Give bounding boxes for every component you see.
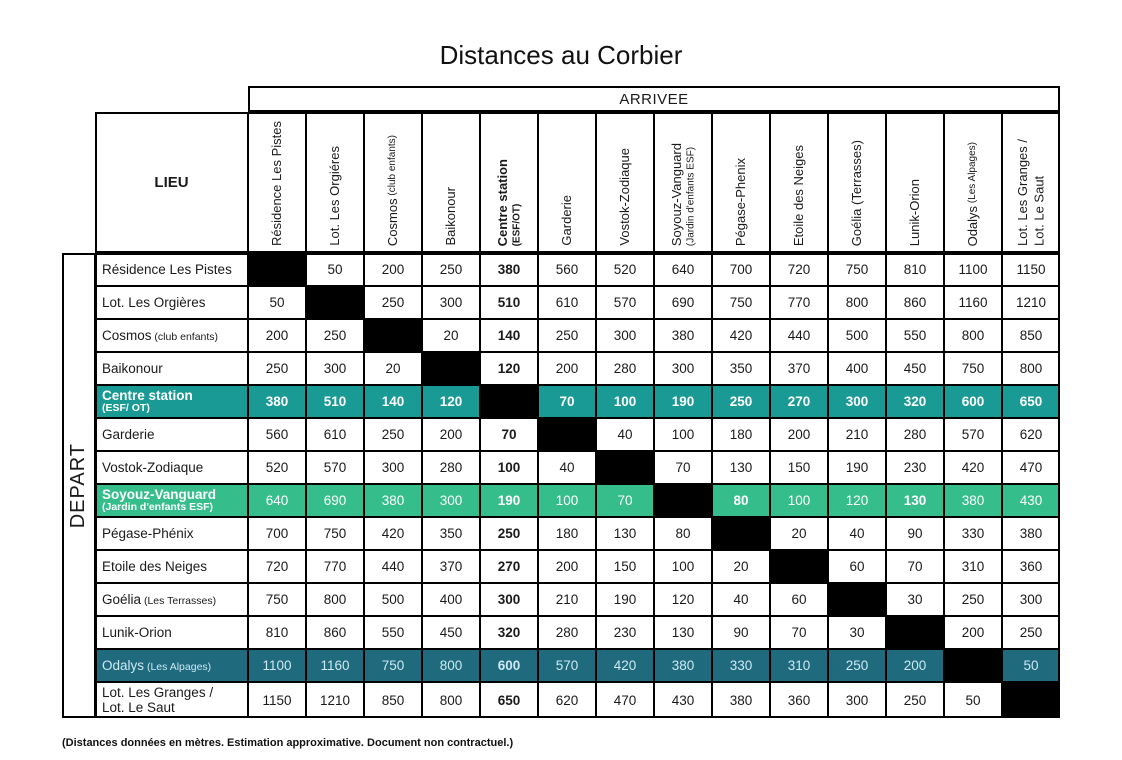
distance-cell: 560 xyxy=(538,253,596,286)
arrivee-header: ARRIVEE xyxy=(248,86,1060,112)
col-header-12: Lunik-Orion xyxy=(886,112,944,253)
distance-cell: 150 xyxy=(770,451,828,484)
distance-cell: 100 xyxy=(596,385,654,418)
distance-cell: 570 xyxy=(538,649,596,682)
distance-cell: 750 xyxy=(944,352,1002,385)
distance-cell: 300 xyxy=(654,352,712,385)
distance-cell: 1210 xyxy=(306,682,364,718)
col-header-10: Etoile des Neiges xyxy=(770,112,828,253)
distance-cell: 120 xyxy=(422,385,480,418)
distance-cell: 380 xyxy=(944,484,1002,517)
distance-cell: 450 xyxy=(886,352,944,385)
distance-cell: 90 xyxy=(886,517,944,550)
distance-cell: 310 xyxy=(770,649,828,682)
distance-cell: 330 xyxy=(712,649,770,682)
row-label-13: Odalys (Les Alpages) xyxy=(95,649,248,682)
distance-cell: 800 xyxy=(422,649,480,682)
distance-cell: 20 xyxy=(712,550,770,583)
distance-cell: 860 xyxy=(886,286,944,319)
distance-cell: 40 xyxy=(596,418,654,451)
distance-cell: 550 xyxy=(364,616,422,649)
distance-cell: 50 xyxy=(306,253,364,286)
diagonal-cell xyxy=(422,352,480,385)
distance-cell: 300 xyxy=(1002,583,1060,616)
distance-cell: 570 xyxy=(596,286,654,319)
distance-cell: 70 xyxy=(596,484,654,517)
distance-cell: 850 xyxy=(1002,319,1060,352)
col-header-14: Lot. Les Granges / Lot. Le Saut xyxy=(1002,112,1060,253)
distance-cell: 280 xyxy=(422,451,480,484)
distance-cell: 650 xyxy=(1002,385,1060,418)
row-label-9: Pégase-Phénix xyxy=(95,517,248,550)
distance-cell: 380 xyxy=(654,319,712,352)
distance-cell: 300 xyxy=(828,385,886,418)
distance-cell: 1160 xyxy=(306,649,364,682)
distance-cell: 90 xyxy=(712,616,770,649)
distance-cell: 190 xyxy=(654,385,712,418)
distance-cell: 750 xyxy=(306,517,364,550)
distance-cell: 380 xyxy=(654,649,712,682)
distance-cell: 510 xyxy=(480,286,538,319)
distance-cell: 770 xyxy=(306,550,364,583)
distance-cell: 750 xyxy=(364,649,422,682)
distance-cell: 610 xyxy=(306,418,364,451)
diagonal-cell xyxy=(364,319,422,352)
distance-cell: 800 xyxy=(306,583,364,616)
distance-cell: 1150 xyxy=(1002,253,1060,286)
distance-cell: 520 xyxy=(596,253,654,286)
distance-cell: 40 xyxy=(828,517,886,550)
distance-cell: 600 xyxy=(480,649,538,682)
distance-cell: 40 xyxy=(712,583,770,616)
distance-cell: 40 xyxy=(538,451,596,484)
distance-cell: 550 xyxy=(886,319,944,352)
col-header-7: Vostok-Zodiaque xyxy=(596,112,654,253)
distance-cell: 370 xyxy=(422,550,480,583)
distance-cell: 690 xyxy=(654,286,712,319)
distance-cell: 640 xyxy=(248,484,306,517)
distance-cell: 1160 xyxy=(944,286,1002,319)
distance-cell: 700 xyxy=(248,517,306,550)
col-header-13: Odalys (Les Alpages) xyxy=(944,112,1002,253)
diagonal-cell xyxy=(770,550,828,583)
distance-cell: 180 xyxy=(712,418,770,451)
row-label-12: Lunik-Orion xyxy=(95,616,248,649)
distance-cell: 400 xyxy=(828,352,886,385)
distance-cell: 80 xyxy=(654,517,712,550)
distance-cell: 200 xyxy=(886,649,944,682)
col-header-11: Goélia (Terrasses) xyxy=(828,112,886,253)
distance-cell: 70 xyxy=(770,616,828,649)
distance-cell: 300 xyxy=(480,583,538,616)
distance-cell: 50 xyxy=(1002,649,1060,682)
distance-cell: 380 xyxy=(1002,517,1060,550)
distance-cell: 400 xyxy=(422,583,480,616)
distance-cell: 60 xyxy=(770,583,828,616)
diagonal-cell xyxy=(480,385,538,418)
distance-cell: 120 xyxy=(654,583,712,616)
distance-cell: 100 xyxy=(538,484,596,517)
distance-cell: 250 xyxy=(248,352,306,385)
diagonal-cell xyxy=(712,517,770,550)
diagonal-cell xyxy=(538,418,596,451)
distance-cell: 1100 xyxy=(944,253,1002,286)
distance-cell: 200 xyxy=(248,319,306,352)
distance-cell: 150 xyxy=(596,550,654,583)
distance-cell: 50 xyxy=(944,682,1002,718)
distance-cell: 810 xyxy=(248,616,306,649)
distance-cell: 70 xyxy=(886,550,944,583)
distance-cell: 440 xyxy=(364,550,422,583)
row-label-5: Centre station (ESF/ OT) xyxy=(95,385,248,418)
distance-cell: 800 xyxy=(828,286,886,319)
diagonal-cell xyxy=(306,286,364,319)
distance-cell: 80 xyxy=(712,484,770,517)
distance-cell: 770 xyxy=(770,286,828,319)
distance-cell: 700 xyxy=(712,253,770,286)
distance-cell: 250 xyxy=(364,286,422,319)
distance-cell: 280 xyxy=(596,352,654,385)
distance-cell: 720 xyxy=(770,253,828,286)
col-header-2: Lot. Les Orgiéres xyxy=(306,112,364,253)
distance-cell: 420 xyxy=(944,451,1002,484)
distance-cell: 30 xyxy=(828,616,886,649)
distance-cell: 500 xyxy=(364,583,422,616)
col-header-8: Soyouz-Vanguard (Jardin d'enfants ESF) xyxy=(654,112,712,253)
distance-cell: 420 xyxy=(364,517,422,550)
distance-cell: 180 xyxy=(538,517,596,550)
distance-cell: 650 xyxy=(480,682,538,718)
distance-cell: 200 xyxy=(364,253,422,286)
footnote: (Distances données en mètres. Estimation approximative. Document non contractuel.) xyxy=(62,737,514,749)
distance-cell: 70 xyxy=(654,451,712,484)
distance-cell: 130 xyxy=(712,451,770,484)
distance-cell: 130 xyxy=(886,484,944,517)
distance-cell: 350 xyxy=(712,352,770,385)
distance-cell: 20 xyxy=(364,352,422,385)
distance-cell: 750 xyxy=(828,253,886,286)
distance-cell: 130 xyxy=(596,517,654,550)
distance-matrix xyxy=(62,86,1060,718)
distance-cell: 250 xyxy=(944,583,1002,616)
distance-cell: 310 xyxy=(944,550,1002,583)
distance-cell: 360 xyxy=(770,682,828,718)
diagonal-cell xyxy=(248,253,306,286)
diagonal-cell xyxy=(944,649,1002,682)
distance-cell: 200 xyxy=(538,550,596,583)
distance-cell: 1210 xyxy=(1002,286,1060,319)
distance-cell: 810 xyxy=(886,253,944,286)
distance-cell: 50 xyxy=(248,286,306,319)
distance-cell: 280 xyxy=(886,418,944,451)
page-title: Distances au Corbier xyxy=(439,40,683,70)
distance-cell: 440 xyxy=(770,319,828,352)
distance-cell: 20 xyxy=(770,517,828,550)
distance-cell: 570 xyxy=(306,451,364,484)
row-label-10: Etoile des Neiges xyxy=(95,550,248,583)
distance-cell: 300 xyxy=(596,319,654,352)
distance-cell: 250 xyxy=(828,649,886,682)
distance-cell: 190 xyxy=(828,451,886,484)
distance-cell: 860 xyxy=(306,616,364,649)
col-header-3: Cosmos (club enfants) xyxy=(364,112,422,253)
distance-cell: 360 xyxy=(1002,550,1060,583)
distance-cell: 280 xyxy=(538,616,596,649)
lieu-header: LIEU xyxy=(95,112,248,253)
distance-cell: 720 xyxy=(248,550,306,583)
row-label-3: Cosmos (club enfants) xyxy=(95,319,248,352)
distance-cell: 800 xyxy=(1002,352,1060,385)
col-header-5: Centre station (ESF/OT) xyxy=(480,112,538,253)
distance-cell: 1100 xyxy=(248,649,306,682)
distance-cell: 230 xyxy=(886,451,944,484)
depart-label: DEPART xyxy=(67,442,89,529)
col-header-1: Résidence Les Pistes xyxy=(248,112,306,253)
row-label-7: Vostok-Zodiaque xyxy=(95,451,248,484)
distance-cell: 800 xyxy=(944,319,1002,352)
distance-cell: 430 xyxy=(1002,484,1060,517)
distance-cell: 620 xyxy=(1002,418,1060,451)
distance-cell: 620 xyxy=(538,682,596,718)
distance-cell: 380 xyxy=(248,385,306,418)
distance-cell: 300 xyxy=(306,352,364,385)
distance-cell: 60 xyxy=(828,550,886,583)
distance-cell: 210 xyxy=(828,418,886,451)
distance-cell: 430 xyxy=(654,682,712,718)
distance-cell: 250 xyxy=(306,319,364,352)
row-label-6: Garderie xyxy=(95,418,248,451)
distance-cell: 190 xyxy=(480,484,538,517)
distance-cell: 320 xyxy=(886,385,944,418)
distance-cell: 610 xyxy=(538,286,596,319)
row-label-11: Goélia (Les Terrasses) xyxy=(95,583,248,616)
distance-cell: 30 xyxy=(886,583,944,616)
distance-cell: 100 xyxy=(480,451,538,484)
distance-cell: 380 xyxy=(364,484,422,517)
distance-cell: 120 xyxy=(828,484,886,517)
distance-cell: 250 xyxy=(538,319,596,352)
distance-cell: 200 xyxy=(944,616,1002,649)
distance-cell: 300 xyxy=(364,451,422,484)
distance-cell: 100 xyxy=(770,484,828,517)
col-header-9: Pégase-Phenix xyxy=(712,112,770,253)
distance-cell: 100 xyxy=(654,550,712,583)
diagonal-cell xyxy=(596,451,654,484)
distance-cell: 1150 xyxy=(248,682,306,718)
distance-cell: 500 xyxy=(828,319,886,352)
distance-cell: 140 xyxy=(480,319,538,352)
row-label-1: Résidence Les Pistes xyxy=(95,253,248,286)
distance-cell: 250 xyxy=(364,418,422,451)
col-header-4: Baikonour xyxy=(422,112,480,253)
diagonal-cell xyxy=(654,484,712,517)
distance-cell: 270 xyxy=(480,550,538,583)
distance-cell: 470 xyxy=(1002,451,1060,484)
distance-cell: 380 xyxy=(712,682,770,718)
distance-cell: 450 xyxy=(422,616,480,649)
distance-cell: 640 xyxy=(654,253,712,286)
row-label-14: Lot. Les Granges / Lot. Le Saut xyxy=(95,682,248,718)
distance-cell: 250 xyxy=(886,682,944,718)
distance-cell: 200 xyxy=(538,352,596,385)
distance-cell: 20 xyxy=(422,319,480,352)
diagonal-cell xyxy=(1002,682,1060,718)
depart-header xyxy=(62,253,95,718)
distance-cell: 470 xyxy=(596,682,654,718)
distance-cell: 520 xyxy=(248,451,306,484)
diagonal-cell xyxy=(886,616,944,649)
distance-cell: 300 xyxy=(422,484,480,517)
distance-cell: 370 xyxy=(770,352,828,385)
distance-cell: 250 xyxy=(422,253,480,286)
distance-cell: 70 xyxy=(480,418,538,451)
distance-cell: 140 xyxy=(364,385,422,418)
distance-cell: 320 xyxy=(480,616,538,649)
distance-cell: 690 xyxy=(306,484,364,517)
distance-cell: 120 xyxy=(480,352,538,385)
col-header-6: Garderie xyxy=(538,112,596,253)
distance-cell: 200 xyxy=(422,418,480,451)
distance-cell: 210 xyxy=(538,583,596,616)
diagonal-cell xyxy=(828,583,886,616)
distance-cell: 250 xyxy=(712,385,770,418)
distance-cell: 380 xyxy=(480,253,538,286)
distance-cell: 250 xyxy=(480,517,538,550)
distance-cell: 200 xyxy=(770,418,828,451)
distance-cell: 330 xyxy=(944,517,1002,550)
distance-cell: 420 xyxy=(712,319,770,352)
distance-cell: 750 xyxy=(712,286,770,319)
distance-cell: 420 xyxy=(596,649,654,682)
distance-cell: 750 xyxy=(248,583,306,616)
distance-cell: 250 xyxy=(1002,616,1060,649)
distance-cell: 270 xyxy=(770,385,828,418)
distance-cell: 600 xyxy=(944,385,1002,418)
row-label-8: Soyouz-Vanguard (Jardin d'enfants ESF) xyxy=(95,484,248,517)
row-label-2: Lot. Les Orgières xyxy=(95,286,248,319)
row-label-4: Baikonour xyxy=(95,352,248,385)
distance-cell: 300 xyxy=(422,286,480,319)
distance-cell: 350 xyxy=(422,517,480,550)
distance-cell: 570 xyxy=(944,418,1002,451)
distance-cell: 800 xyxy=(422,682,480,718)
distance-cell: 560 xyxy=(248,418,306,451)
distance-cell: 230 xyxy=(596,616,654,649)
distance-cell: 300 xyxy=(828,682,886,718)
distance-cell: 100 xyxy=(654,418,712,451)
distance-cell: 130 xyxy=(654,616,712,649)
distance-cell: 70 xyxy=(538,385,596,418)
distance-cell: 510 xyxy=(306,385,364,418)
distance-cell: 190 xyxy=(596,583,654,616)
distance-cell: 850 xyxy=(364,682,422,718)
